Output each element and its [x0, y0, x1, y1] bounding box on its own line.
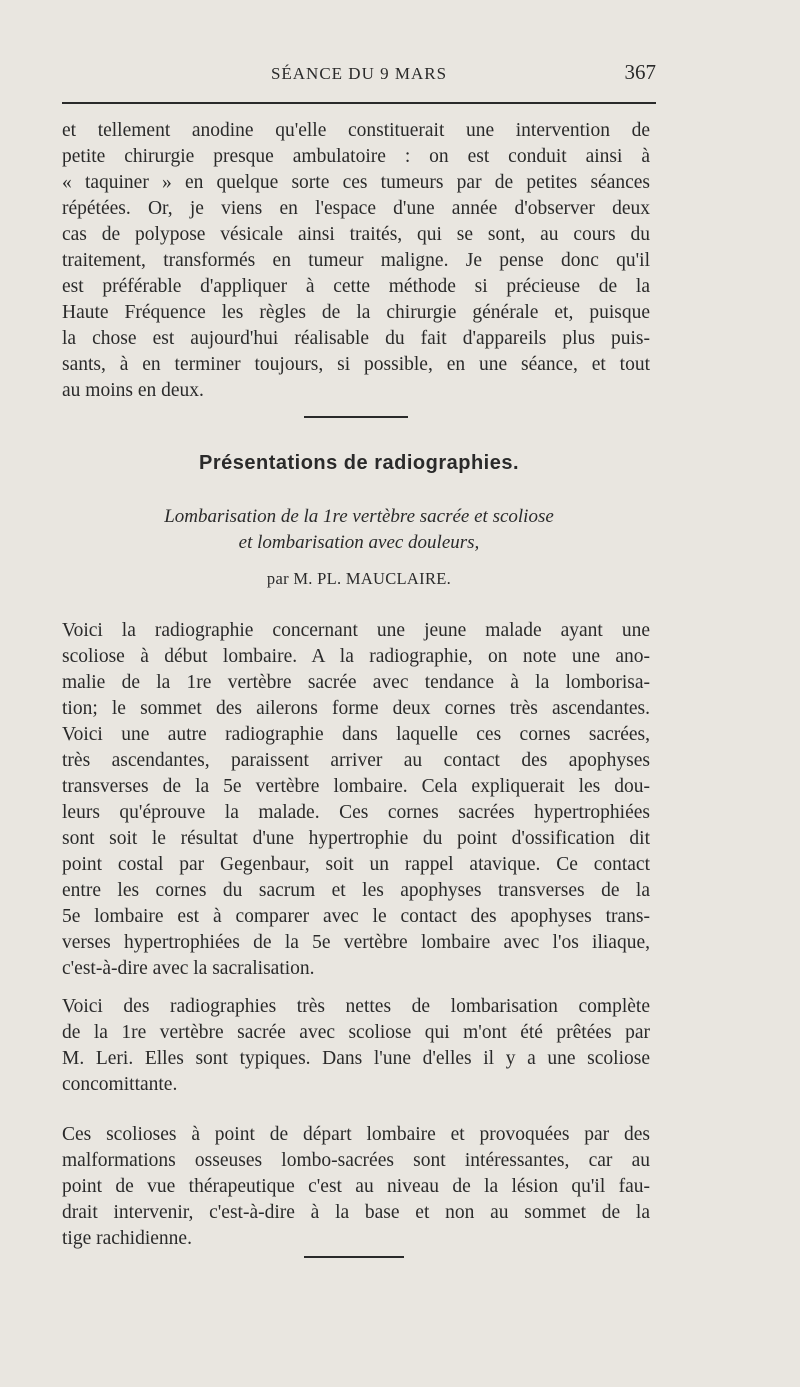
intro-paragraph	[62, 118, 650, 404]
text-line: malie de la 1re vertèbre sacrée avec tendance à la lomborisa-	[62, 672, 650, 693]
header-rule	[62, 102, 656, 104]
text-line: au moins en deux.	[62, 380, 204, 401]
text-line: scoliose à début lombaire. A la radiographie, on note une ano-	[62, 646, 650, 667]
text-line: malformations osseuses lombo-sacrées sont intéressantes, car au	[62, 1150, 650, 1171]
text-line: entre les cornes du sacrum et les apophyses transverses de la	[62, 880, 650, 901]
article-subtitle-line-2: et lombarisation avec douleurs,	[238, 532, 480, 553]
text-line: M. Leri. Elles sont typiques. Dans l'une d'elles il y a une scoliose	[62, 1048, 650, 1069]
paragraph-1	[62, 618, 650, 982]
section-title: Présentations de radiographies.	[198, 452, 520, 474]
text-line: point costal par Gegenbaur, soit un rappel atavique. Ce contact	[62, 854, 650, 875]
text-line: très ascendantes, paraissent arriver au contact des apophyses	[62, 750, 650, 771]
article-author: par M. PL. MAUCLAIRE.	[266, 569, 452, 588]
text-line: « taquiner » en quelque sorte ces tumeurs par de petites séances	[62, 172, 650, 193]
text-line: Voici la radiographie concernant une jeune malade ayant une	[62, 620, 650, 641]
paragraph-2	[62, 994, 650, 1098]
text-line: transverses de la 5e vertèbre lombaire. Cela expliquerait les dou-	[62, 776, 650, 797]
text-line: leurs qu'éprouve la malade. Ces cornes sacrées hypertrophiées	[62, 802, 650, 823]
text-line: Voici des radiographies très nettes de lombarisation complète	[62, 996, 650, 1017]
text-line: sont soit le résultat d'une hypertrophie du point d'ossification dit	[62, 828, 650, 849]
text-line: drait intervenir, c'est-à-dire à la base et non au sommet de la	[62, 1202, 650, 1223]
text-line: est préférable d'appliquer à cette méthode si précieuse de la	[62, 276, 650, 297]
text-line: cas de polypose vésicale ainsi traités, qui se sont, au cours du	[62, 224, 650, 245]
text-line: Voici une autre radiographie dans laquelle ces cornes sacrées,	[62, 724, 650, 745]
text-line: c'est-à-dire avec la sacralisation.	[62, 958, 315, 979]
section-separator	[304, 416, 408, 418]
running-title: SÉANCE DU 9 MARS	[270, 64, 448, 83]
text-line: Ces scolioses à point de départ lombaire et provoquées par des	[62, 1124, 650, 1145]
text-line: point de vue thérapeutique c'est au niveau de la lésion qu'il fau-	[62, 1176, 650, 1197]
running-header	[62, 60, 656, 90]
article-subtitle-line-1: Lombarisation de la 1re vertèbre sacrée et scoliose	[164, 506, 554, 527]
text-line: verses hypertrophiées de la 5e vertèbre lombaire avec l'os iliaque,	[62, 932, 650, 953]
text-line: de la 1re vertèbre sacrée avec scoliose qui m'ont été prêtées par	[62, 1022, 650, 1043]
page-number: 367	[624, 60, 656, 84]
end-separator	[304, 1256, 404, 1258]
text-line: tige rachidienne.	[62, 1228, 192, 1249]
text-line: traitement, transformés en tumeur maligne. Je pense donc qu'il	[62, 250, 650, 271]
text-line: tion; le sommet des ailerons forme deux cornes très ascendantes.	[62, 698, 650, 719]
text-line: et tellement anodine qu'elle constituerait une intervention de	[62, 120, 650, 141]
text-line: concomittante.	[62, 1074, 178, 1095]
paragraph-3	[62, 1122, 650, 1252]
text-line: 5e lombaire est à comparer avec le contact des apophyses trans-	[62, 906, 650, 927]
text-line: sants, à en terminer toujours, si possible, en une séance, et tout	[62, 354, 650, 375]
text-line: répétées. Or, je viens en l'espace d'une année d'observer deux	[62, 198, 650, 219]
text-line: petite chirurgie presque ambulatoire : on est conduit ainsi à	[62, 146, 650, 167]
text-line: la chose est aujourd'hui réalisable du fait d'appareils plus puis-	[62, 328, 650, 349]
text-line: Haute Fréquence les règles de la chirurgie générale et, puisque	[62, 302, 650, 323]
